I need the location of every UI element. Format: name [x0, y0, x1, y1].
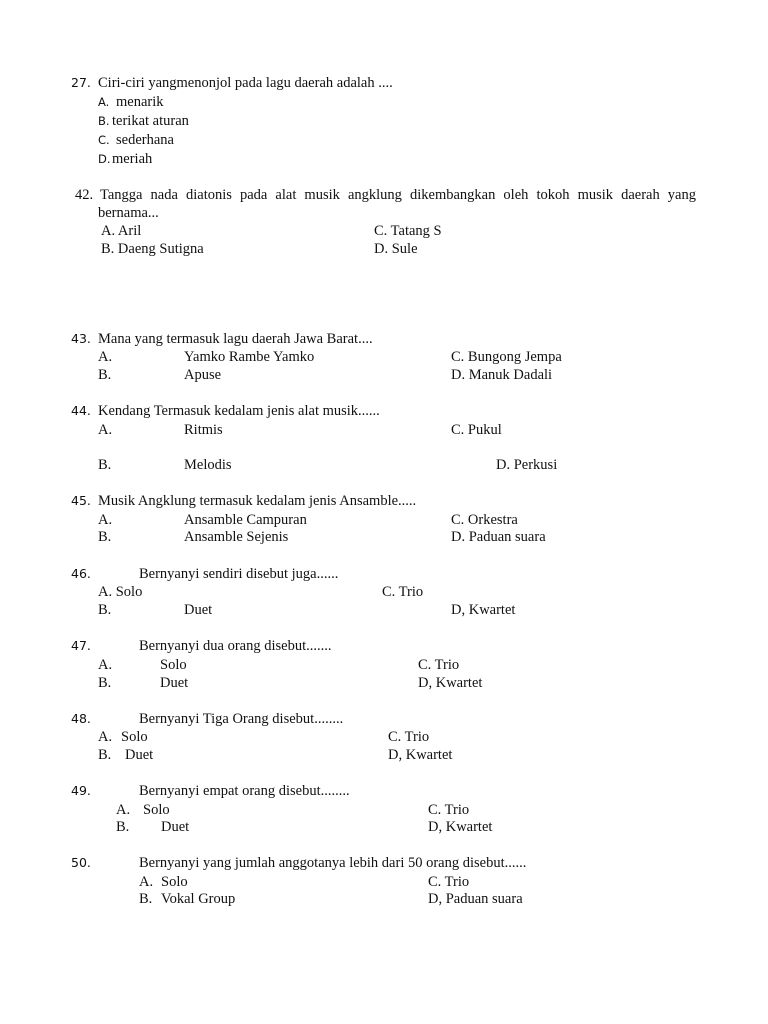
question-number: 49.	[71, 783, 91, 798]
question-text: Bernyanyi yang jumlah anggotanya lebih dari 50 orang disebut......	[139, 855, 527, 871]
question-number: 47.	[71, 638, 91, 653]
question-number: 46.	[71, 566, 91, 581]
question-text: Bernyanyi Tiga Orang disebut........	[139, 711, 344, 727]
option-letter: B.	[98, 114, 110, 128]
option-letter: A.	[98, 349, 113, 365]
option-text: Ansamble Sejenis	[184, 529, 289, 545]
option-letter: D.	[98, 152, 111, 166]
question-number: 27.	[71, 75, 91, 90]
option-letter: C.	[98, 133, 110, 147]
question-number: 48.	[71, 711, 91, 726]
option-text: C. Bungong Jempa	[451, 349, 562, 365]
option-text: sederhana	[116, 132, 174, 148]
question-text: Mana yang termasuk lagu daerah Jawa Barat....	[98, 331, 373, 347]
question-text: Ciri-ciri yangmenonjol pada lagu daerah adalah ....	[98, 75, 393, 91]
option-text: Solo	[160, 657, 187, 673]
option-text: Ritmis	[184, 422, 223, 438]
option-text: Duet	[125, 747, 154, 763]
option-text: Apuse	[184, 367, 222, 383]
option-text: C. Trio	[428, 874, 470, 890]
option-c: C. Tatang S	[374, 223, 442, 239]
question-number: 43.	[71, 331, 91, 346]
question-text: Kendang Termasuk kedalam jenis alat musik......	[98, 403, 380, 419]
option-text: Ansamble Campuran	[184, 512, 307, 528]
option-text: C. Trio	[428, 802, 470, 818]
option-text: Solo	[121, 729, 148, 745]
question-text: Musik Angklung termasuk kedalam jenis Ansamble.....	[98, 493, 417, 509]
option-text: D. Perkusi	[496, 457, 558, 473]
option-letter: B.	[98, 367, 112, 383]
option-text: C. Trio	[418, 657, 460, 673]
option-text: D, Kwartet	[388, 747, 453, 763]
option-text: A. Solo	[98, 584, 143, 600]
option-text: Solo	[161, 874, 188, 890]
option-text: terikat aturan	[112, 113, 189, 129]
option-letter: A.	[98, 422, 113, 438]
option-letter: A.	[116, 802, 131, 818]
option-text: D, Kwartet	[428, 819, 493, 835]
option-text: C. Orkestra	[451, 512, 518, 528]
option-text: menarik	[116, 94, 164, 110]
option-letter: B.	[116, 819, 130, 835]
option-text: meriah	[112, 151, 153, 167]
option-text: C. Pukul	[451, 422, 502, 438]
option-text: Yamko Rambe Yamko	[184, 349, 315, 365]
question-number: 44.	[71, 403, 91, 418]
option-text: D. Manuk Dadali	[451, 367, 553, 383]
option-text: C. Trio	[388, 729, 430, 745]
question-text: Bernyanyi dua orang disebut.......	[139, 638, 332, 654]
option-text: D, Kwartet	[418, 675, 483, 691]
option-letter: A.	[98, 512, 113, 528]
question-text-line-2: bernama...	[98, 205, 159, 221]
option-text: D, Paduan suara	[428, 891, 523, 907]
option-a: A. Aril	[101, 223, 142, 239]
option-letter: B.	[98, 675, 112, 691]
option-text: Duet	[161, 819, 190, 835]
option-letter: A.	[139, 874, 154, 890]
option-letter: A.	[98, 729, 113, 745]
question-number: 42.	[75, 187, 94, 203]
option-letter: B.	[98, 457, 112, 473]
option-letter: B.	[98, 747, 112, 763]
option-letter: A.	[98, 657, 113, 673]
option-letter: B.	[139, 891, 153, 907]
option-letter: B.	[98, 602, 112, 618]
option-text: D, Kwartet	[451, 602, 516, 618]
option-text: Vokal Group	[161, 891, 236, 907]
question-number: 50.	[71, 855, 91, 870]
option-text: D. Paduan suara	[451, 529, 546, 545]
option-text: Solo	[143, 802, 170, 818]
question-text-line-1: Tangga nada diatonis pada alat musik angklung dikembangkan oleh tokoh musik daerah yang	[100, 187, 696, 203]
option-text: C. Trio	[382, 584, 424, 600]
option-text: Duet	[184, 602, 213, 618]
option-b: B. Daeng Sutigna	[101, 241, 204, 257]
option-text: Duet	[160, 675, 189, 691]
option-letter: B.	[98, 529, 112, 545]
option-text: Melodis	[184, 457, 232, 473]
question-text: Bernyanyi sendiri disebut juga......	[139, 566, 339, 582]
question-text: Bernyanyi empat orang disebut........	[139, 783, 350, 799]
option-d: D. Sule	[374, 241, 418, 257]
option-letter: A.	[98, 95, 110, 109]
question-number: 45.	[71, 493, 91, 508]
